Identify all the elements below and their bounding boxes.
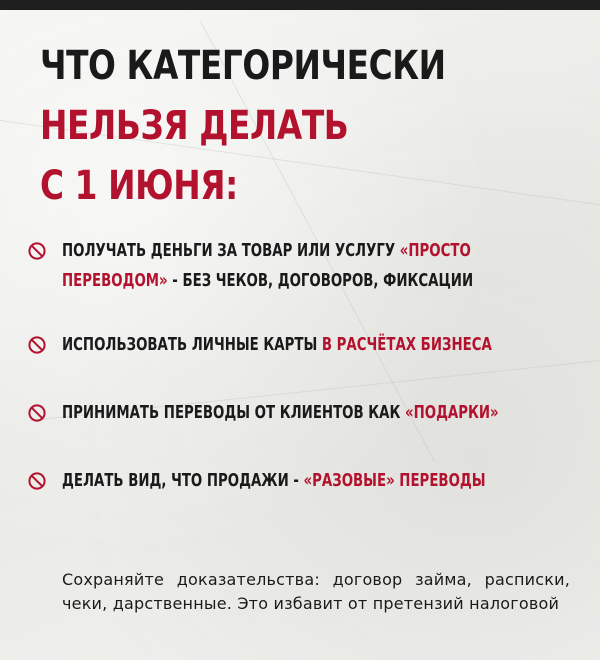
rule-text bbox=[62, 398, 580, 428]
rule-text-black: ПОЛУЧАТЬ ДЕНЬГИ ЗА ТОВАР ИЛИ УСЛУГУ bbox=[62, 240, 400, 261]
list-item bbox=[28, 466, 578, 496]
footnote: Сохраняйте доказательства: договор займа, расписки, чеки, дарственные. Это избавит от претензий налоговой bbox=[62, 570, 570, 613]
rule-text bbox=[62, 466, 580, 496]
rules-list bbox=[28, 236, 578, 528]
headline-line-2: НЕЛЬЗЯ ДЕЛАТЬ bbox=[40, 103, 349, 149]
rule-text bbox=[62, 330, 580, 360]
rule-text-red: «ПОДАРКИ» bbox=[404, 402, 499, 423]
headline-line-1: ЧТО КАТЕГОРИЧЕСКИ bbox=[40, 43, 446, 89]
rule-text-red: В РАСЧЁТАХ БИЗНЕСА bbox=[321, 334, 492, 355]
rule-text-red: ПЕРЕВОДОМ» bbox=[62, 270, 168, 291]
list-item bbox=[28, 236, 578, 296]
rule-text-black: ПРИНИМАТЬ ПЕРЕВОДЫ ОТ КЛИЕНТОВ КАК bbox=[62, 402, 405, 423]
top-dark-strip bbox=[0, 0, 600, 10]
list-item bbox=[28, 330, 578, 360]
ban-icon bbox=[28, 336, 46, 354]
headline-line-3: С 1 ИЮНЯ: bbox=[40, 163, 238, 209]
rule-text bbox=[62, 236, 580, 296]
rule-text-black: - БЕЗ ЧЕКОВ, ДОГОВОРОВ, ФИКСАЦИИ bbox=[167, 270, 474, 291]
rule-text-black: ДЕЛАТЬ ВИД, ЧТО ПРОДАЖИ - bbox=[62, 470, 304, 491]
ban-icon bbox=[28, 472, 46, 490]
headline bbox=[40, 36, 540, 216]
rule-text-red: «ПРОСТО bbox=[399, 240, 471, 261]
list-item bbox=[28, 398, 578, 428]
rule-text-red: «РАЗОВЫЕ» ПЕРЕВОДЫ bbox=[303, 470, 486, 491]
ban-icon bbox=[28, 404, 46, 422]
rule-text-black: ИСПОЛЬЗОВАТЬ ЛИЧНЫЕ КАРТЫ bbox=[62, 334, 322, 355]
ban-icon bbox=[28, 242, 46, 260]
